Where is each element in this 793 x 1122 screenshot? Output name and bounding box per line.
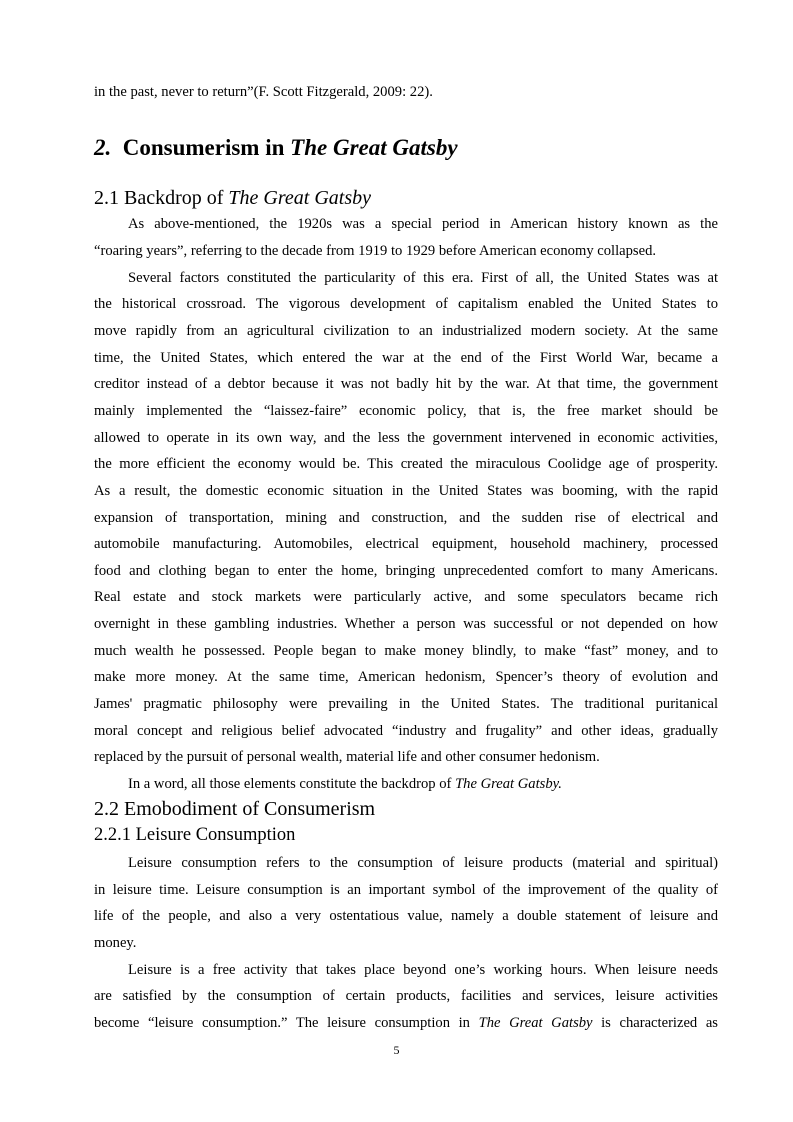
paragraph-line: Leisure is a free activity that takes place beyond one’s working hours. When leisure needs [128, 962, 718, 978]
paragraph-line: food and clothing began to enter the home, bringing unprecedented comfort to many Americans. [94, 563, 718, 579]
paragraph-line: “roaring years”, referring to the decade from 1919 to 1929 before American economy collapsed. [94, 243, 657, 259]
subsection-heading-title: The Great Gatsby [228, 187, 371, 209]
paragraph-line: in leisure time. Leisure consumption is an important symbol of the improvement of the quality of [94, 882, 718, 898]
section-heading-text: Consumerism in [122, 135, 291, 160]
subsubsection-heading-2-2-1: 2.2.1 Leisure Consumption [94, 825, 296, 845]
paragraph-line: make more money. At the same time, American hedonism, Spencer’s theory of evolution and [94, 669, 718, 685]
paragraph-line: mainly implemented the “laissez-faire” economic policy, that is, the free market should be [94, 403, 718, 419]
paragraph-line: money. [94, 935, 137, 951]
subsection-heading-2-1 [94, 185, 371, 211]
paragraph-line: moral concept and religious belief advocated “industry and frugality” and other ideas, gradually [94, 723, 718, 739]
paragraph-line: the more efficient the economy would be. This created the miraculous Coolidge age of prosperity. [94, 456, 718, 472]
paragraph-line: James' pragmatic philosophy were prevailing in the United States. The traditional puritanical [94, 696, 718, 712]
paragraph-line: allowed to operate in its own way, and the less the government intervened in economic activities, [94, 430, 718, 446]
paragraph-line: As above-mentioned, the 1920s was a special period in American history known as the [128, 216, 718, 232]
paragraph-text: become “leisure consumption.” The leisure consumption in [94, 1015, 479, 1031]
paragraph-line: are satisfied by the consumption of certain products, facilities and services, leisure activities [94, 988, 718, 1004]
paragraph-line: As a result, the domestic economic situation in the United States was booming, with the rapid [94, 483, 718, 499]
paragraph-line [128, 774, 718, 794]
paragraph-text: In a word, all those elements constitute the backdrop of [128, 776, 456, 792]
subsection-heading-text: 2.1 Backdrop of [94, 187, 229, 209]
paragraph-line: Several factors constituted the particularity of this era. First of all, the United States was at [128, 270, 718, 286]
paragraph-line: time, the United States, which entered the war at the end of the First World War, became a [94, 350, 718, 366]
paragraph-line: replaced by the pursuit of personal wealth, material life and other consumer hedonism. [94, 749, 600, 765]
section-heading-title: The Great Gatsby [290, 135, 458, 160]
paragraph-line: Real estate and stock markets were particularly active, and some speculators became rich [94, 589, 718, 605]
page-number: 5 [393, 1043, 400, 1057]
paragraph-line [94, 1013, 718, 1033]
paragraph-line: overnight in these gambling industries. Whether a person was successful or not depended on how [94, 616, 718, 632]
paragraph-line: Leisure consumption refers to the consumption of leisure products (material and spiritual) [128, 855, 718, 871]
book-title: The Great Gatsby [478, 1015, 593, 1031]
paragraph-text: is characterized as [592, 1015, 718, 1031]
paragraph-line: life of the people, and also a very ostentatious value, namely a double statement of leisure and [94, 908, 718, 924]
book-title: The Great Gatsby. [455, 776, 562, 792]
subsection-heading-2-2: 2.2 Emobodiment of Consumerism [94, 798, 376, 820]
paragraph-line: creditor instead of a debtor because it was not badly hit by the war. At that time, the government [94, 376, 718, 392]
paragraph-line: in the past, never to return”(F. Scott Fitzgerald, 2009: 22). [94, 84, 433, 100]
paragraph-line: the historical crossroad. The vigorous development of capitalism enabled the United States to [94, 296, 718, 312]
section-number: 2. [94, 135, 112, 160]
paragraph-line: much wealth he possessed. People began to make money blindly, to make “fast” money, and to [94, 643, 718, 659]
section-heading [94, 133, 458, 163]
paragraph-line: automobile manufacturing. Automobiles, electrical equipment, household machinery, processed [94, 536, 718, 552]
paragraph-line: expansion of transportation, mining and construction, and the sudden rise of electrical and [94, 510, 718, 526]
paragraph-line: move rapidly from an agricultural civilization to an industrialized modern society. At the same [94, 323, 718, 339]
